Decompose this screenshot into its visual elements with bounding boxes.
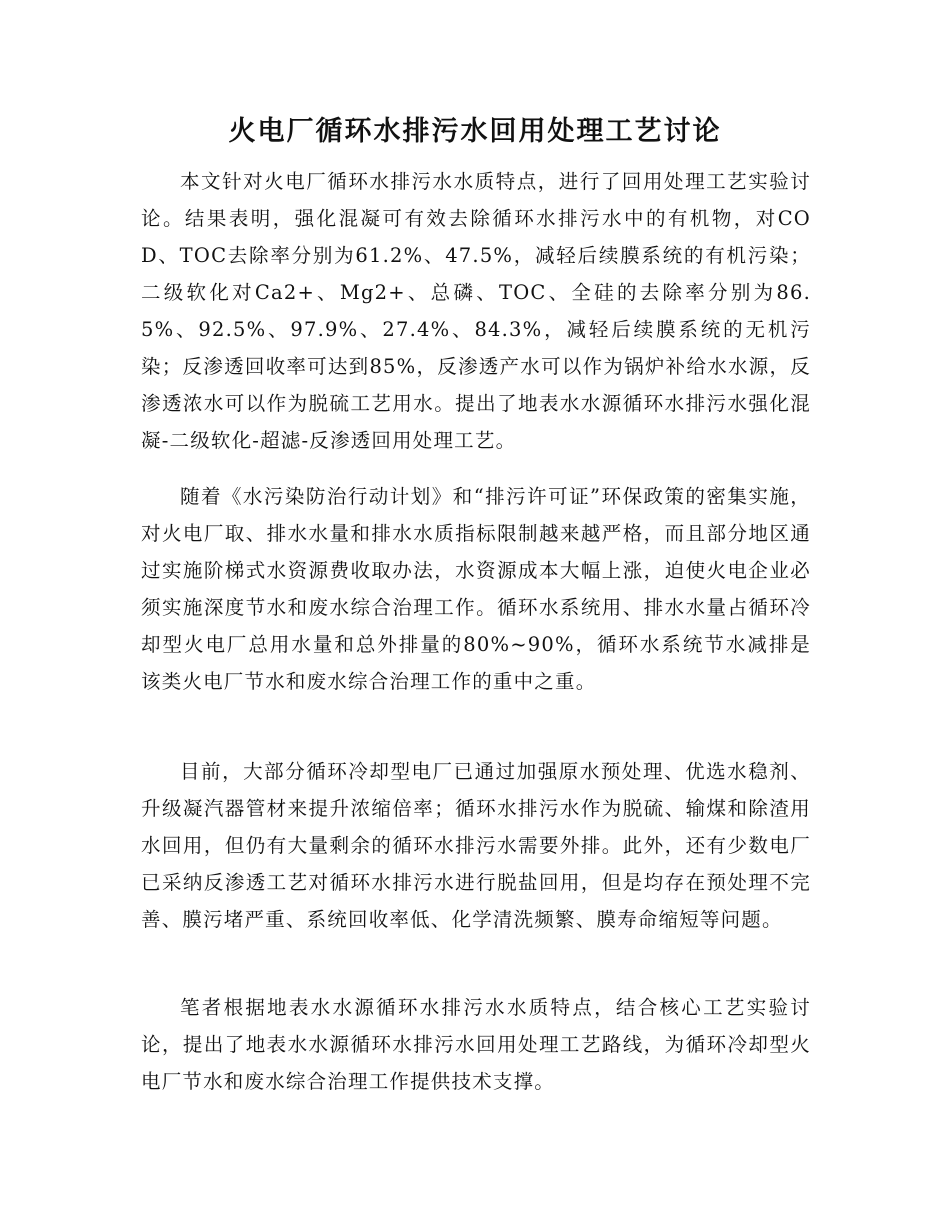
purpose-paragraph: 笔者根据地表水水源循环水排污水水质特点，结合核心工艺实验讨论，提出了地表水水源循环水排污水回用处理工艺路线，为循环冷却型火电厂节水和废水综合治理工作提供技术支撑。 [141,996,811,1093]
document-title: 火电厂循环水排污水回用处理工艺讨论 [228,116,722,147]
background-paragraph: 随着《水污染防治行动计划》和“排污许可证”环保政策的密集实施，对火电厂取、排水水量和排水水质指标限制越来越严格，而且部分地区通过实施阶梯式水资源费收取办法，水资源成本大幅上涨，迫使火电企业必须实施深度节水和废水综合治理工作。循环水系统用、排水水量占循环冷却型火电厂总用水量和总外排量的80%~90%，循环水系统节水减排是该类火电厂节水和废水综合治理工作的重中之重。 [141,485,811,693]
current-status-paragraph: 目前，大部分循环冷却型电厂已通过加强原水预处理、优选水稳剂、升级凝汽器管材来提升浓缩倍率；循环水排污水作为脱硫、输煤和除渣用水回用，但仍有大量剩余的循环水排污水需要外排。此外，还有少数电厂已采纳反渗透工艺对循环水排污水进行脱盐回用，但是均存在预处理不完善、膜污堵严重、系统回收率低、化学清洗频繁、膜寿命缩短等问题。 [141,760,811,931]
abstract-paragraph: 本文针对火电厂循环水排污水水质特点，进行了回用处理工艺实验讨论。结果表明，强化混凝可有效去除循环水排污水中的有机物，对COD、TOC去除率分别为61.2%、47.5%，减轻后续膜系统的有机污染；二级软化对Ca2+、Mg2+、总磷、TOC、全硅的去除率分别为86.5%、92.5%、97.9%、27.4%、84.3%，减轻后续膜系统的无机污染；反渗透回收率可达到85%，反渗透产水可以作为锅炉补给水水源，反渗透浓水可以作为脱硫工艺用水。提出了地表水水源循环水排污水强化混凝-二级软化-超滤-反渗透回用处理工艺。 [141,170,811,452]
